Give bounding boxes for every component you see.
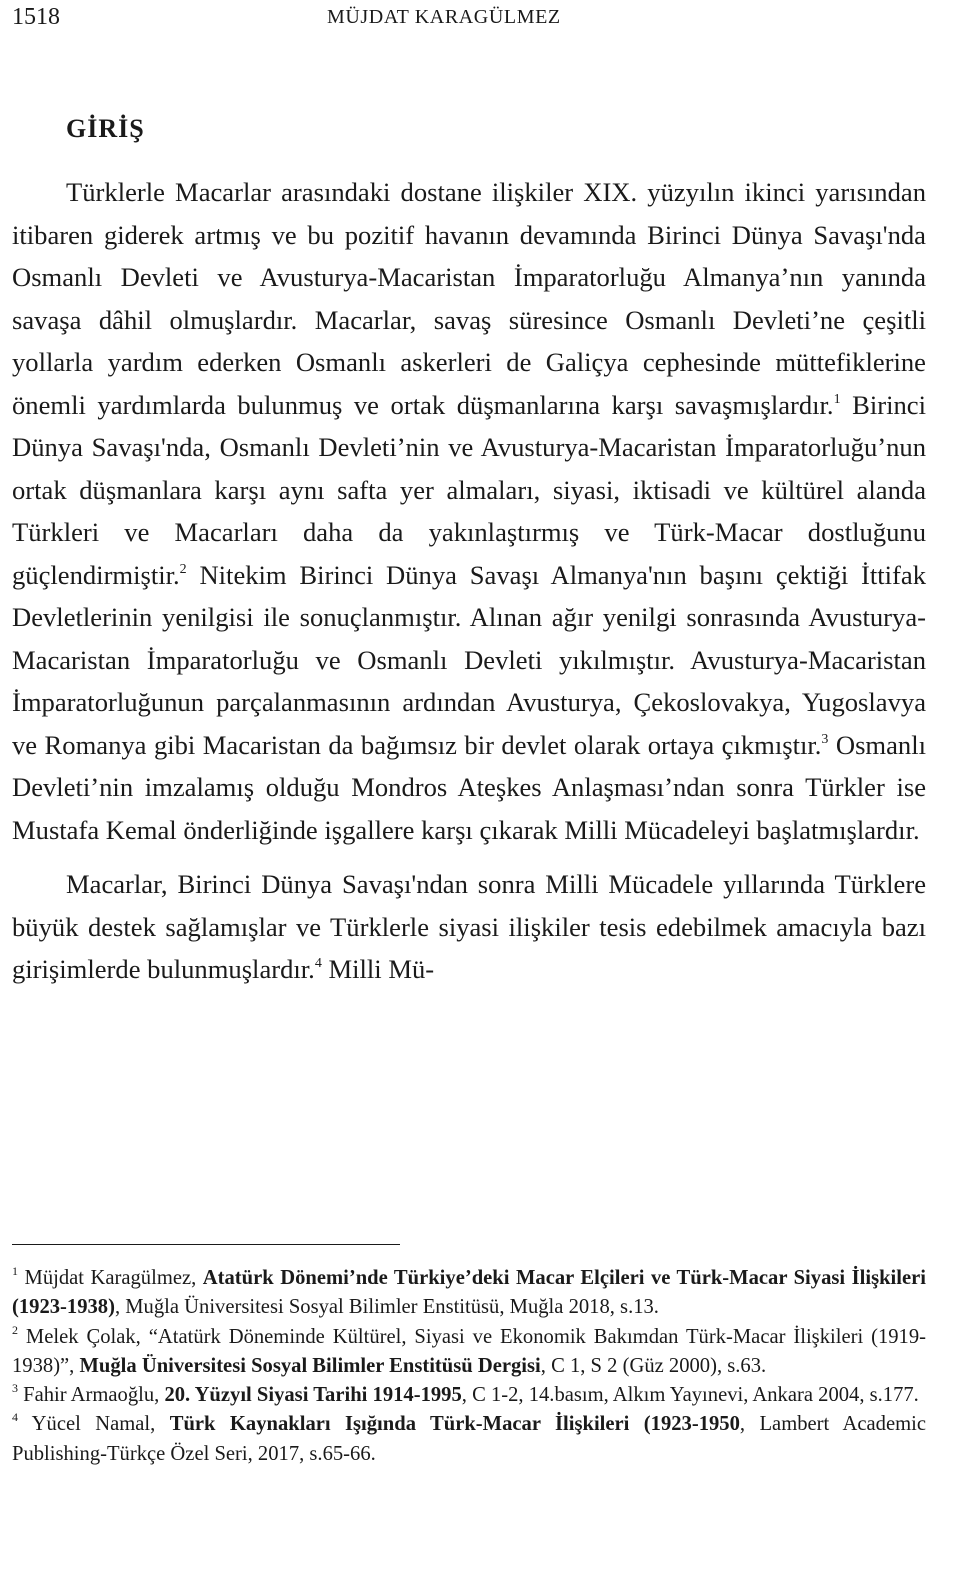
footnotes: [12, 1264, 926, 1469]
footnote-number: 4: [12, 1410, 18, 1425]
text-segment: Birinci Dünya Savaşı'nda, Osmanlı Devleti’nin ve Avusturya-Macaristan İmparatorluğu’nun ortak düşmanlara karşı aynı safta yer almaları, siyasi, iktisadi ve kültürel alanda Türkleri ve Macarları daha da yakınlaştırmış ve Türk-Macar dostluğunu güçlendirmiştir.: [12, 389, 927, 590]
footnote-text: , Muğla Üniversitesi Sosyal Bilimler Enstitüsü, Muğla 2018, s.13.: [114, 1296, 659, 1319]
footnote-title: Türk Kaynakları Işığında Türk-Macar İlişkileri (1923-1950: [169, 1413, 740, 1436]
footnote: [12, 1264, 926, 1323]
footnote-text: Melek Çolak, “Atatürk Döneminde Kültürel, Siyasi ve Ekonomik Bakımdan Türk-Macar İlişkileri (1919-1938)”,: [12, 1325, 926, 1377]
text-segment: Nitekim Birinci Dünya Savaşı Almanya'nın başını çektiği İttifak Devletlerinin yenilgisi ile sonuçlanmıştır. Alınan ağır yenilgi sonrasında Avusturya-Macaristan İmparatorluğu ve Osmanlı Devleti yıkılmıştır. Avusturya-Macaristan İmparatorluğunun parçalanmasının ardından Avusturya, Çekoslovakya, Yugoslavya ve Romanya gibi Macaristan da bağımsız bir devlet olarak ortaya çıkmıştır.: [12, 559, 926, 760]
paragraph: [12, 171, 926, 851]
running-head-author: MÜJDAT KARAGÜLMEZ: [327, 6, 561, 28]
footnote: [12, 1381, 926, 1410]
text-segment: Osmanlı Devleti’nin imzalamış olduğu Mondros Ateşkes Anlaşması’ndan sonra Türkler ise Mustafa Kemal önderliğinde işgallere karşı çıkarak Milli Mücadeleyi başlatmışlardır.: [12, 729, 926, 845]
footnote-ref[interactable]: 1: [833, 391, 841, 407]
footnote-text: , C 1-2, 14.basım, Alkım Yayınevi, Ankara 2004, s.177.: [461, 1384, 919, 1407]
footnote-ref[interactable]: 3: [821, 731, 829, 747]
running-head: [12, 4, 926, 34]
footnote-text: , Lambert Academic Publishing-Türkçe Özel Seri, 2017, s.65-66.: [12, 1413, 926, 1465]
text-segment: Macarlar, Birinci Dünya Savaşı'ndan sonra Milli Mücadele yıllarında Türklere büyük destek sağlamışlar ve Türklerle siyasi ilişkiler tesis edebilmek amacıyla bazı girişimlerde bulunmuşlardır.: [12, 869, 926, 984]
footnote-title: 20. Yüzyıl Siyasi Tarihi 1914-1995: [164, 1384, 462, 1407]
footnote-number: 2: [12, 1322, 18, 1337]
page-number: 1518: [12, 4, 60, 30]
footnote-title: Atatürk Dönemi’nde Türkiye’deki Macar Elçileri ve Türk-Macar Siyasi İlişkileri (1923-1938): [12, 1267, 926, 1319]
footnote-ref[interactable]: 4: [314, 956, 322, 971]
footnote-text: , C 1, S 2 (Güz 2000), s.63.: [540, 1354, 767, 1377]
text-segment: Milli Mü-: [321, 954, 435, 984]
footnote-ref[interactable]: 2: [179, 561, 187, 577]
footnote-number: 3: [12, 1381, 18, 1396]
paragraph: [12, 863, 926, 991]
text-segment: Türklerle Macarlar arasındaki dostane ilişkiler XIX. yüzyılın ikinci yarısından itibaren giderek artmış ve bu pozitif havanın devamında Birinci Dünya Savaşı'nda Osmanlı Devleti ve Avusturya-Macaristan İmparatorluğu Almanya’nın yanında savaşa dâhil olmuşlardır. Macarlar, savaş süresince Osmanlı Devleti’ne çeşitli yollarla yardım ederken Osmanlı askerleri de Galiçya cephesinde müttefiklerine önemli yardımlarda bulunmuş ve ortak düşmanlarına karşı savaşmışlardır.: [12, 177, 926, 420]
footnote-number: 1: [12, 1264, 18, 1278]
footnote-text: Müjdat Karagülmez,: [18, 1267, 203, 1289]
footnote-separator: [12, 1244, 400, 1245]
footnote-text: Yücel Namal,: [18, 1413, 170, 1436]
body-text: [12, 171, 926, 991]
footnote: [12, 1323, 926, 1382]
footnote-title: Muğla Üniversitesi Sosyal Bilimler Enstitüsü Dergisi: [79, 1354, 541, 1377]
section-title: GİRİŞ: [66, 114, 145, 143]
footnote: [12, 1410, 926, 1469]
footnote-text: Fahir Armaoğlu,: [18, 1384, 165, 1407]
